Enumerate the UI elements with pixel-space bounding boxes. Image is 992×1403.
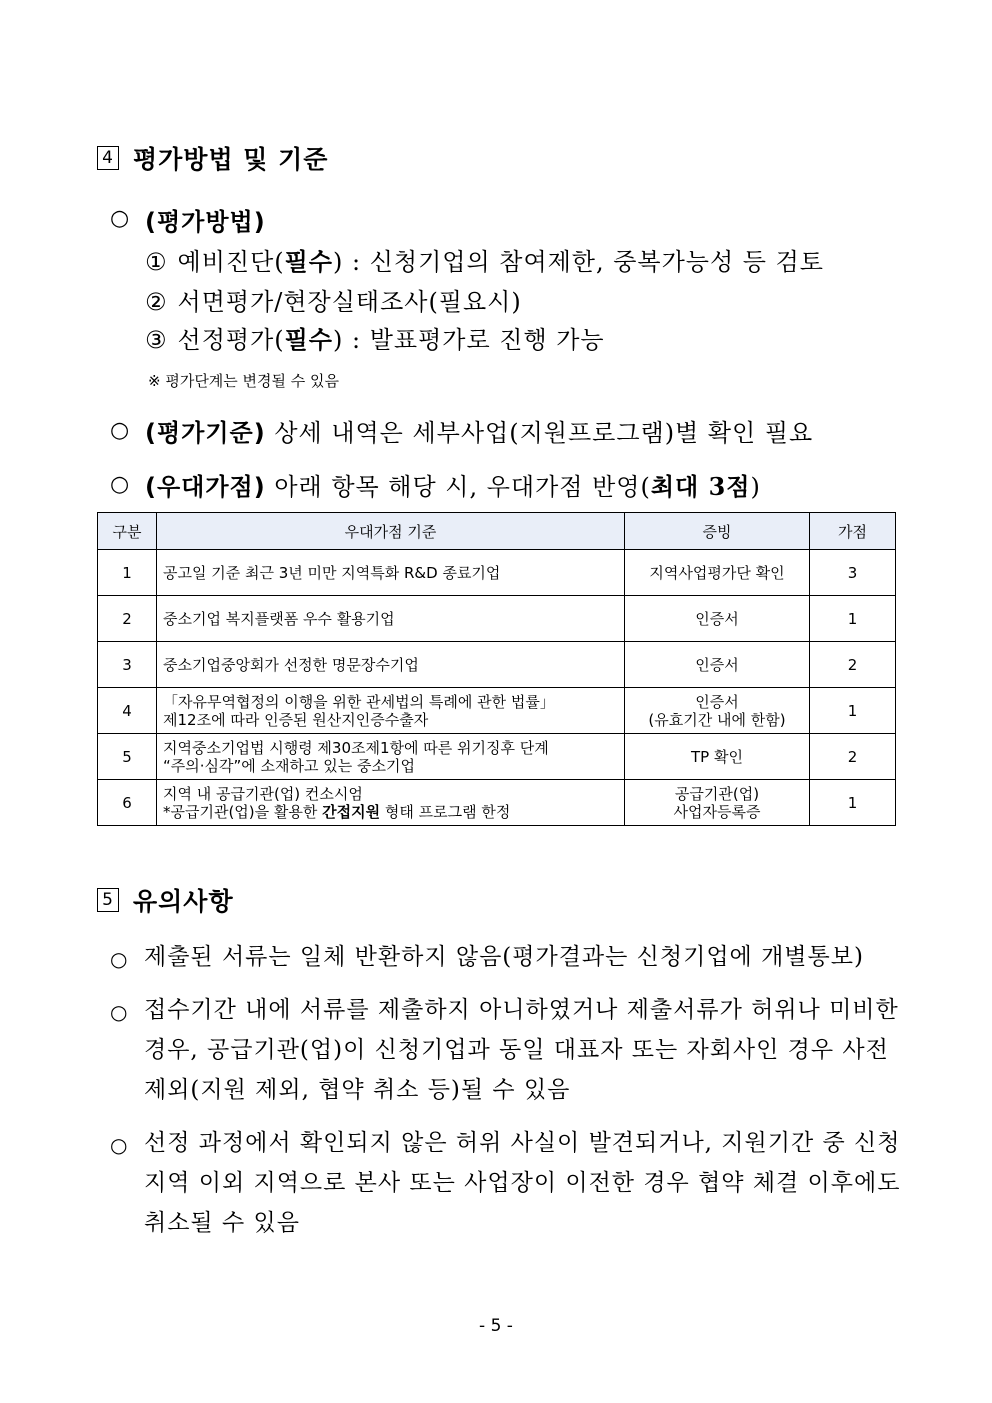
method-item-1: ① 예비진단(필수) : 신청기업의 참여제한, 중복가능성 등 검토 bbox=[145, 247, 824, 276]
circled-1-icon: ① bbox=[145, 248, 168, 276]
notice-item-1: 제출된 서류는 일체 반환하지 않음(평가결과는 신청기업에 개별통보) bbox=[144, 944, 864, 970]
bonus-criteria-table bbox=[97, 512, 896, 826]
row-criteria: 지역 내 공급기관(업) 컨소시엄 *공급기관(업)을 활용한 간접지원 형태 프로그램 한정 bbox=[157, 780, 625, 826]
header-criteria: 우대가점 기준 bbox=[157, 513, 625, 550]
row-criteria: 중소기업중앙회가 선정한 명문장수기업 bbox=[157, 642, 625, 688]
table-row bbox=[98, 596, 896, 642]
section-4-title-text: 평가방법 및 기준 bbox=[133, 145, 329, 174]
section-4-number: 4 bbox=[97, 146, 119, 170]
row-proof: 공급기관(업) 사업자등록증 bbox=[625, 780, 810, 826]
section-5-number: 5 bbox=[97, 888, 119, 912]
criteria-line: (평가기준) 상세 내역은 세부사업(지원프로그램)별 확인 필요 bbox=[145, 419, 814, 447]
bonus-line: (우대가점) 아래 항목 해당 시, 우대가점 반영(최대 3점) bbox=[145, 472, 761, 501]
table-row bbox=[98, 780, 896, 826]
section-5-title-text: 유의사항 bbox=[133, 887, 234, 916]
header-category: 구분 bbox=[98, 513, 157, 550]
row-points: 3 bbox=[810, 550, 896, 596]
table-header-row bbox=[98, 513, 896, 550]
method-item-3: ③ 선정평가(필수) : 발표평가로 진행 가능 bbox=[145, 325, 605, 354]
row-proof: TP 확인 bbox=[625, 734, 810, 780]
row-criteria: 중소기업 복지플랫폼 우수 활용기업 bbox=[157, 596, 625, 642]
circled-3-icon: ③ bbox=[145, 326, 168, 354]
row-points: 1 bbox=[810, 596, 896, 642]
row-criteria: 지역중소기업법 시행령 제30조제1항에 따른 위기징후 단계 “주의·심각”에 소재하고 있는 중소기업 bbox=[157, 734, 625, 780]
table-row bbox=[98, 734, 896, 780]
method-heading: (평가방법) bbox=[145, 208, 266, 236]
row-proof: 인증서 (유효기간 내에 한함) bbox=[625, 688, 810, 734]
criteria-heading: (평가기준) bbox=[145, 419, 266, 447]
row-points: 2 bbox=[810, 734, 896, 780]
table-row bbox=[98, 642, 896, 688]
row-criteria: 공고일 기준 최근 3년 미만 지역특화 R&D 종료기업 bbox=[157, 550, 625, 596]
table-row bbox=[98, 688, 896, 734]
header-points: 가점 bbox=[810, 513, 896, 550]
row-points: 1 bbox=[810, 688, 896, 734]
method-item-2: ② 서면평가/현장실태조사(필요시) bbox=[145, 288, 522, 316]
bullet-notice-1: ○ bbox=[110, 947, 128, 971]
method-note: ※ 평가단계는 변경될 수 있음 bbox=[148, 372, 340, 390]
bonus-heading: (우대가점) bbox=[145, 473, 266, 501]
row-number: 6 bbox=[98, 780, 157, 826]
header-proof: 증빙 bbox=[625, 513, 810, 550]
row-points: 1 bbox=[810, 780, 896, 826]
section-4-title bbox=[97, 140, 328, 176]
bullet-notice-2: ○ bbox=[110, 1000, 128, 1024]
row-criteria: 「자유무역협정의 이행을 위한 관세법의 특례에 관한 법률」 제12조에 따라 인증된 원산지인증수출자 bbox=[157, 688, 625, 734]
row-proof: 인증서 bbox=[625, 596, 810, 642]
row-number: 4 bbox=[98, 688, 157, 734]
row-number: 5 bbox=[98, 734, 157, 780]
row-number: 2 bbox=[98, 596, 157, 642]
section-5-title bbox=[97, 882, 234, 918]
bullet-method: ○ bbox=[110, 206, 130, 231]
table-row bbox=[98, 550, 896, 596]
bullet-criteria: ○ bbox=[110, 418, 130, 443]
row-number: 3 bbox=[98, 642, 157, 688]
row-proof: 지역사업평가단 확인 bbox=[625, 550, 810, 596]
notice-item-3: 선정 과정에서 확인되지 않은 허위 사실이 발견되거나, 지원기간 중 신청 지역 이외 지역으로 본사 또는 사업장이 이전한 경우 협약 체결 이후에도 취소될 수 있음 bbox=[144, 1130, 901, 1236]
row-number: 1 bbox=[98, 550, 157, 596]
bullet-notice-3: ○ bbox=[110, 1133, 128, 1157]
circled-2-icon: ② bbox=[145, 288, 168, 316]
row-proof: 인증서 bbox=[625, 642, 810, 688]
bullet-bonus: ○ bbox=[110, 472, 130, 497]
notice-item-2: 접수기간 내에 서류를 제출하지 아니하였거나 제출서류가 허위나 미비한 경우, 공급기관(업)이 신청기업과 동일 대표자 또는 자회사인 경우 사전 제외(지원 제외, 협약 취소 등)될 수 있음 bbox=[144, 997, 899, 1103]
page-number: - 5 - bbox=[479, 1316, 513, 1336]
row-points: 2 bbox=[810, 642, 896, 688]
